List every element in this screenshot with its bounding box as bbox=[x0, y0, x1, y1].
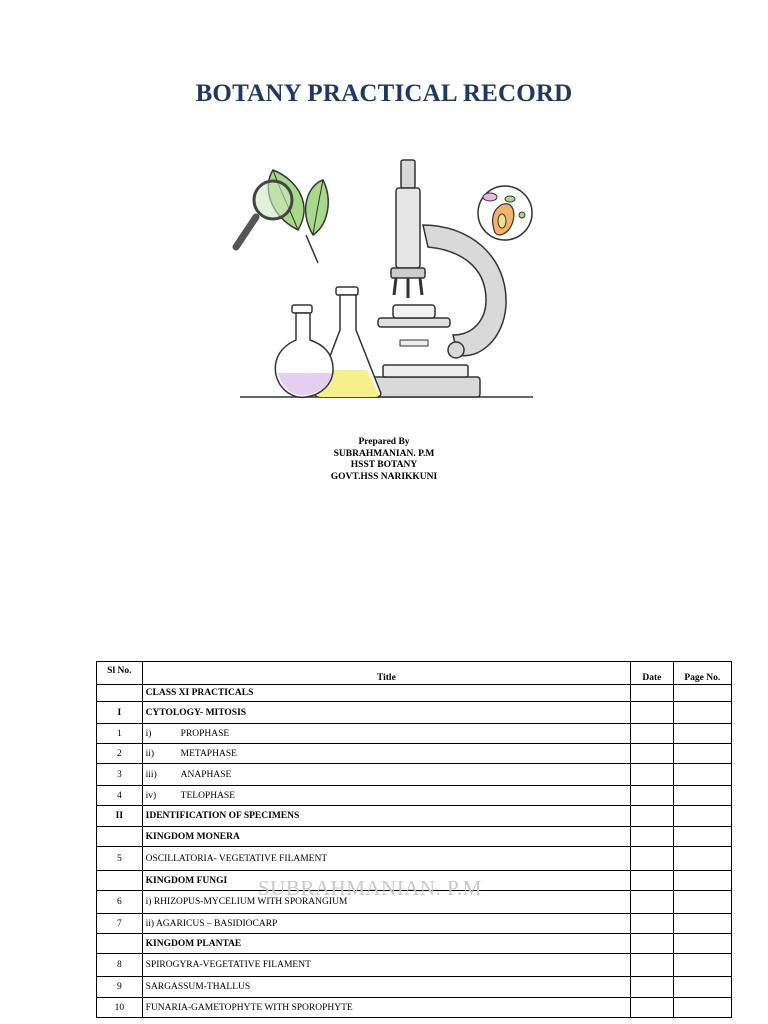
row-date-cell bbox=[631, 744, 673, 764]
row-page-cell bbox=[673, 744, 731, 764]
row-title bbox=[142, 914, 630, 934]
author-name: SUBRAHMANIAN. P.M bbox=[333, 448, 435, 459]
row-page-cell bbox=[673, 847, 731, 871]
row-prefix: ii) bbox=[145, 748, 155, 759]
table-row bbox=[97, 998, 732, 1018]
row-title-text: SPIROGYRA-VEGETATIVE FILAMENT bbox=[145, 960, 311, 970]
row-title bbox=[142, 702, 630, 724]
row-title-text: KINGDOM PLANTAE bbox=[145, 938, 242, 949]
row-date-cell bbox=[631, 934, 673, 954]
row-title-text: PROPHASE bbox=[180, 728, 230, 739]
row-title bbox=[142, 744, 630, 764]
row-sl-no bbox=[97, 934, 143, 954]
header-title: Title bbox=[142, 662, 630, 685]
row-title bbox=[142, 934, 630, 954]
magnifier-icon bbox=[236, 181, 292, 247]
row-page-cell bbox=[673, 827, 731, 847]
row-title-text: KINGDOM FUNGI bbox=[145, 875, 228, 886]
row-sl-no: 4 bbox=[97, 786, 143, 806]
row-sl-no: 10 bbox=[97, 998, 143, 1018]
row-date-cell bbox=[631, 724, 673, 744]
row-date-cell bbox=[631, 786, 673, 806]
row-title bbox=[142, 977, 630, 998]
row-date-cell bbox=[631, 702, 673, 724]
row-title bbox=[142, 891, 630, 914]
row-page-cell bbox=[673, 914, 731, 934]
row-page-cell bbox=[673, 998, 731, 1018]
row-sl-no: II bbox=[97, 806, 143, 827]
row-sl-no bbox=[97, 871, 143, 891]
row-sl-no: 6 bbox=[97, 891, 143, 914]
row-date-cell bbox=[631, 827, 673, 847]
table-row bbox=[97, 827, 732, 847]
row-title bbox=[142, 871, 630, 891]
table-row bbox=[97, 934, 732, 954]
row-title-text: OSCILLATORIA- VEGETATIVE FILAMENT bbox=[145, 853, 328, 864]
table-row bbox=[97, 954, 732, 977]
prepared-by-label: Prepared By bbox=[358, 437, 410, 447]
table-row bbox=[97, 702, 732, 724]
row-sl-no: I bbox=[97, 702, 143, 724]
row-sl-no: 3 bbox=[97, 764, 143, 786]
row-sl-no: 1 bbox=[97, 724, 143, 744]
row-page-cell bbox=[673, 724, 731, 744]
row-sl-no bbox=[97, 827, 143, 847]
row-date-cell bbox=[631, 871, 673, 891]
table-row bbox=[97, 914, 732, 934]
row-date-cell bbox=[631, 891, 673, 914]
author-designation: HSST BOTANY bbox=[350, 460, 418, 470]
row-sl-no: 8 bbox=[97, 954, 143, 977]
contents-table bbox=[96, 661, 732, 1018]
row-sl-no bbox=[97, 685, 143, 702]
table-row bbox=[97, 724, 732, 744]
prepared-by-block bbox=[0, 437, 768, 483]
row-title bbox=[142, 685, 630, 702]
row-page-cell bbox=[673, 786, 731, 806]
row-prefix: iii) bbox=[145, 769, 157, 780]
table-row bbox=[97, 764, 732, 786]
table-row bbox=[97, 744, 732, 764]
row-title bbox=[142, 847, 630, 871]
row-sl-no: 5 bbox=[97, 847, 143, 871]
row-date-cell bbox=[631, 847, 673, 871]
row-page-cell bbox=[673, 685, 731, 702]
table-row bbox=[97, 786, 732, 806]
row-title-text: ii) AGARICUS – BASIDIOCARP bbox=[145, 918, 278, 929]
row-date-cell bbox=[631, 977, 673, 998]
row-page-cell bbox=[673, 934, 731, 954]
row-page-cell bbox=[673, 764, 731, 786]
table-row bbox=[97, 847, 732, 871]
row-title-text: KINGDOM MONERA bbox=[145, 831, 240, 842]
document-title: BOTANY PRACTICAL RECORD bbox=[195, 80, 573, 107]
row-date-cell bbox=[631, 764, 673, 786]
row-date-cell bbox=[631, 806, 673, 827]
row-title-text: FUNARIA-GAMETOPHYTE WITH SPOROPHYTE bbox=[145, 1002, 353, 1013]
row-sl-no: 7 bbox=[97, 914, 143, 934]
row-title-text: i) RHIZOPUS-MYCELIUM WITH SPORANGIUM bbox=[145, 897, 348, 907]
row-page-cell bbox=[673, 702, 731, 724]
table-row bbox=[97, 806, 732, 827]
header-page-no: Page No. bbox=[673, 662, 731, 685]
author-school: GOVT.HSS NARIKKUNI bbox=[330, 471, 438, 482]
row-title-text: IDENTIFICATION OF SPECIMENS bbox=[145, 811, 300, 821]
row-page-cell bbox=[673, 954, 731, 977]
row-page-cell bbox=[673, 977, 731, 998]
round-flask-icon bbox=[275, 305, 333, 397]
row-title-text: SARGASSUM-THALLUS bbox=[145, 982, 251, 992]
header-sl-no: Sl No. bbox=[97, 662, 143, 685]
row-date-cell bbox=[631, 998, 673, 1018]
botany-lab-illustration bbox=[228, 155, 538, 405]
row-title bbox=[142, 786, 630, 806]
row-title-text: ANAPHASE bbox=[180, 769, 232, 780]
table-row bbox=[97, 977, 732, 998]
table-row bbox=[97, 891, 732, 914]
row-title bbox=[142, 827, 630, 847]
watermark-text: SUBRAHMANIAN. P.M bbox=[258, 876, 482, 900]
row-date-cell bbox=[631, 954, 673, 977]
table-row bbox=[97, 685, 732, 702]
row-title bbox=[142, 954, 630, 977]
table-header-row bbox=[97, 662, 732, 685]
row-title bbox=[142, 724, 630, 744]
header-date: Date bbox=[631, 662, 673, 685]
row-title-text: CLASS XI PRACTICALS bbox=[145, 688, 254, 698]
row-title-text: TELOPHASE bbox=[180, 790, 236, 801]
row-title-text: METAPHASE bbox=[180, 748, 237, 759]
row-page-cell bbox=[673, 806, 731, 827]
row-prefix: i) bbox=[145, 728, 152, 739]
row-page-cell bbox=[673, 871, 731, 891]
row-date-cell bbox=[631, 914, 673, 934]
row-title bbox=[142, 764, 630, 786]
cell-icon bbox=[478, 186, 532, 240]
table-row bbox=[97, 871, 732, 891]
row-sl-no: 9 bbox=[97, 977, 143, 998]
row-title bbox=[142, 998, 630, 1018]
row-sl-no: 2 bbox=[97, 744, 143, 764]
row-prefix: iv) bbox=[145, 790, 157, 801]
row-page-cell bbox=[673, 891, 731, 914]
row-date-cell bbox=[631, 685, 673, 702]
row-title bbox=[142, 806, 630, 827]
row-title-text: CYTOLOGY- MITOSIS bbox=[145, 707, 247, 718]
